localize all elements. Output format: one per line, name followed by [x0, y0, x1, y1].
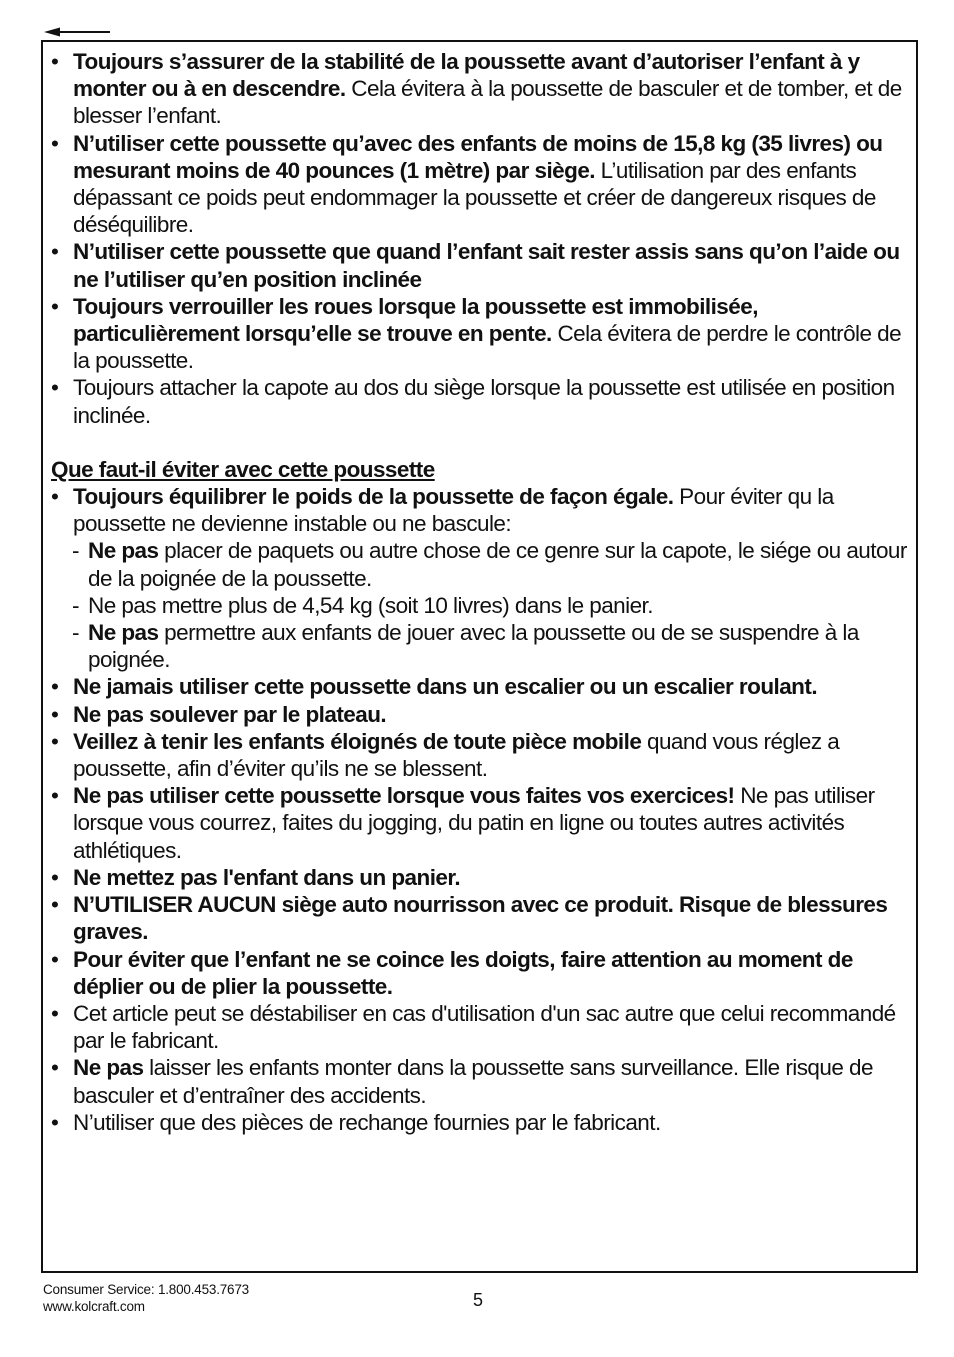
- item-text: laisser les enfants monter dans la poussette sans surveillance. Elle risque de basculer et d’entraîner des accidents.: [73, 1055, 873, 1108]
- list-item: • Toujours équilibrer le poids de la poussette de façon égale. Pour éviter qu la poussette ne devienne instable ou ne bascule:: [51, 484, 834, 537]
- list-item: • Ne pas soulever par le plateau.: [51, 701, 387, 727]
- list-item: • N’utiliser cette poussette que quand l’enfant sait rester assis sans qu’on l’aide ou ne l’utiliser qu’en position inclinée: [51, 239, 900, 292]
- page-number: 5: [473, 1290, 484, 1310]
- list-item: • N’utiliser que des pièces de rechange fournies par le fabricant.: [51, 1109, 661, 1135]
- item-bold: Pour éviter que l’enfant ne se coince les doigts, faire attention au moment de déplier ou de plier la poussette.: [73, 946, 853, 999]
- sub-item-text: placer de paquets ou autre chose de ce genre sur la capote, le siége ou autour de la poignée de la poussette.: [88, 538, 907, 591]
- item-text: Cela évitera de perdre le contrôle de la poussette.: [73, 321, 902, 374]
- item-bold: N’utiliser cette poussette qu’avec des enfants de moins de 15,8 kg (35 livres) ou mesurant moins de 40 pounces (1 mètre) par siège.: [73, 130, 883, 183]
- warnings-content: [51, 48, 910, 1136]
- list-item: • N’utiliser cette poussette qu’avec des enfants de moins de 15,8 kg (35 livres) ou mesurant moins de 40 pounces (1 mètre) par siège. L’utilisation par des enfants dépassant ce poids peut endommager la poussette et créer de dangereux risques de déséquilibre.: [51, 130, 883, 238]
- item-bold: Veillez à tenir les enfants éloignés de toute pièce mobile: [73, 728, 642, 754]
- list-item: • Pour éviter que l’enfant ne se coince les doigts, faire attention au moment de déplier ou de plier la poussette.: [51, 946, 853, 999]
- list-item: • Toujours s’assurer de la stabilité de la poussette avant d’autoriser l’enfant à y monter ou à en descendre. Cela évitera à la poussette de basculer et de tomber, et de blesser l’enfant.: [51, 49, 902, 129]
- item-text: Ne pas utiliser lorsque vous courrez, faites du jogging, du patin en ligne ou toutes autres activités athlétiques.: [73, 783, 875, 863]
- item-text: Cet article peut se déstabiliser en cas d'utilisation d'un sac autre que celui recommandé par le fabricant.: [73, 1000, 896, 1054]
- list-item: • Ne pas laisser les enfants monter dans la poussette sans surveillance. Elle risque de basculer et d’entraîner des accidents.: [51, 1055, 873, 1108]
- item-text: Pour éviter qu la poussette ne devienne instable ou ne bascule:: [73, 484, 834, 537]
- sub-item: - Ne pas mettre plus de 4,54 kg (soit 10 livres) dans le panier.: [72, 592, 653, 618]
- list-item: • Toujours verrouiller les roues lorsque la poussette est immobilisée, particulièrement lorsqu’elle se trouve en pente. Cela évitera de perdre le contrôle de la poussette.: [51, 293, 902, 374]
- item-bold: Ne pas: [73, 1055, 144, 1081]
- item-text: N’utiliser que des pièces de rechange fournies par le fabricant.: [73, 1109, 661, 1135]
- sub-item: - Ne pas permettre aux enfants de jouer avec la poussette ou de se suspendre à la poignée.: [72, 620, 859, 673]
- item-bold: N’UTILISER AUCUN siège auto nourrisson avec ce produit. Risque de blessures graves.: [73, 892, 888, 945]
- warnings-box: [41, 40, 918, 1273]
- item-text: L’utilisation par des enfants dépassant ce poids peut endommager la poussette et créer de dangereux risques de déséquilibre.: [73, 157, 876, 238]
- item-text: Toujours attacher la capote au dos du siège lorsque la poussette est utilisée en position inclinée.: [73, 375, 895, 428]
- list-item: • Ne pas utiliser cette poussette lorsque vous faites vos exercices! Ne pas utiliser lorsque vous courrez, faites du jogging, du patin en ligne ou toutes autres activités athlétiques.: [51, 783, 875, 863]
- item-text: quand vous réglez a poussette, afin d’éviter qu’ils ne se blessent.: [73, 728, 840, 782]
- sub-item-bold: Ne pas: [88, 538, 159, 564]
- list-item: • Cet article peut se déstabiliser en cas d'utilisation d'un sac autre que celui recommandé par le fabricant.: [51, 1000, 896, 1054]
- item-bold: Ne pas soulever par le plateau.: [73, 701, 387, 727]
- item-bold: Ne jamais utiliser cette poussette dans un escalier ou un escalier roulant.: [73, 674, 818, 700]
- list-item: • N’UTILISER AUCUN siège auto nourrisson avec ce produit. Risque de blessures graves.: [51, 892, 888, 945]
- item-text: Cela évitera à la poussette de basculer et de tomber, et de blesser l’enfant.: [73, 76, 902, 129]
- sub-item-text: Ne pas mettre plus de 4,54 kg (soit 10 livres) dans le panier.: [88, 592, 653, 618]
- website-link[interactable]: www.kolcraft.com: [43, 1299, 145, 1314]
- item-bold: Toujours s’assurer de la stabilité de la poussette avant d’autoriser l’enfant à y monter ou à en descendre.: [73, 49, 860, 102]
- list-item: • Ne jamais utiliser cette poussette dans un escalier ou un escalier roulant.: [51, 674, 818, 700]
- footer: [43, 1281, 249, 1315]
- list-item: • Ne mettez pas l'enfant dans un panier.: [51, 864, 461, 890]
- item-bold: N’utiliser cette poussette que quand l’enfant sait rester assis sans qu’on l’aide ou ne l’utiliser qu’en position inclinée: [73, 239, 900, 292]
- sub-item-text: permettre aux enfants de jouer avec la poussette ou de se suspendre à la poignée.: [88, 620, 859, 673]
- section-heading: Que faut-il éviter avec cette poussette: [51, 456, 435, 482]
- sub-item-bold: Ne pas: [88, 620, 159, 646]
- item-bold: Toujours verrouiller les roues lorsque la poussette est immobilisée, particulièrement lorsqu’elle se trouve en pente.: [73, 293, 758, 347]
- item-bold: Ne mettez pas l'enfant dans un panier.: [73, 864, 461, 890]
- item-bold: Ne pas utiliser cette poussette lorsque vous faites vos exercices!: [73, 783, 735, 809]
- list-item: • Toujours attacher la capote au dos du siège lorsque la poussette est utilisée en position inclinée.: [51, 375, 895, 428]
- sub-item: - Ne pas placer de paquets ou autre chose de ce genre sur la capote, le siége ou autour de la poignée de la poussette.: [72, 538, 907, 591]
- consumer-service-phone: Consumer Service: 1.800.453.7673: [43, 1282, 249, 1297]
- list-item: • Veillez à tenir les enfants éloignés de toute pièce mobile quand vous réglez a poussette, afin d’éviter qu’ils ne se blessent.: [51, 728, 840, 782]
- item-bold: Toujours équilibrer le poids de la poussette de façon égale.: [73, 484, 674, 510]
- left-arrow-icon: [44, 26, 110, 38]
